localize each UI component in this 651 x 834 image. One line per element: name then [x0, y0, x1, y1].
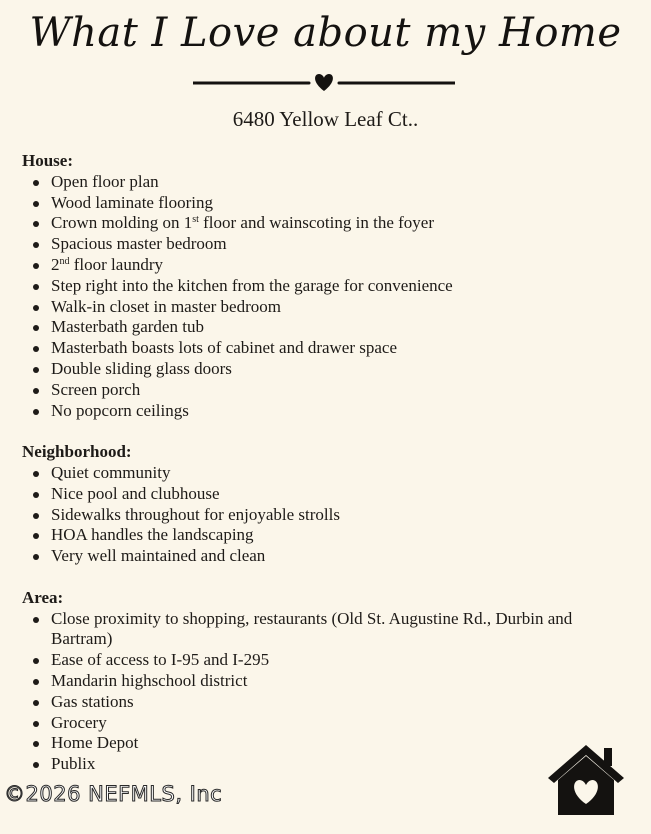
house-features-list: [22, 172, 632, 422]
list-item: [22, 213, 632, 234]
list-item: Home Depot: [22, 733, 632, 754]
list-item: Spacious master bedroom: [22, 234, 632, 255]
ordinal-suffix: st: [192, 214, 199, 226]
list-item: HOA handles the landscaping: [22, 525, 632, 546]
list-item: Sidewalks throughout for enjoyable strolls: [22, 505, 632, 526]
house-heart-icon: [545, 742, 627, 816]
list-item: Nice pool and clubhouse: [22, 484, 632, 505]
ordinal-suffix: nd: [59, 255, 70, 267]
section-heading-area: Area:: [22, 587, 64, 607]
list-item: Mandarin highschool district: [22, 671, 632, 692]
list-item: Quiet community: [22, 463, 632, 484]
list-item: Publix: [22, 754, 632, 775]
list-item: Grocery: [22, 713, 632, 734]
list-item: Gas stations: [22, 692, 632, 713]
list-item: Walk-in closet in master bedroom: [22, 297, 632, 318]
list-item: No popcorn ceilings: [22, 401, 632, 422]
list-item: Very well maintained and clean: [22, 546, 632, 567]
section-heading-house: House:: [22, 151, 73, 170]
list-item: Wood laminate flooring: [22, 193, 632, 214]
list-item: Double sliding glass doors: [22, 359, 632, 380]
neighborhood-features-list: [22, 463, 632, 567]
page-title: What I Love about my Home: [29, 10, 622, 56]
list-item: Close proximity to shopping, restaurants (Old St. Augustine Rd., Durbin and Bartram): [22, 609, 632, 651]
list-item: Ease of access to I-95 and I-295: [22, 650, 632, 671]
feature-list: [22, 151, 632, 775]
list-item: Open floor plan: [22, 172, 632, 193]
list-item-text: Crown molding on 1: [51, 213, 193, 233]
list-item: Masterbath boasts lots of cabinet and drawer space: [22, 338, 632, 359]
section-heading-neighborhood: Neighborhood:: [22, 442, 132, 462]
heart-divider-icon: [193, 72, 455, 94]
list-item: [22, 255, 632, 276]
copyright-watermark: ©2026 NEFMLS, Inc: [4, 782, 223, 806]
list-item: Masterbath garden tub: [22, 317, 632, 338]
list-item-text: floor and wainscoting in the foyer: [198, 213, 434, 233]
list-item: Screen porch: [22, 380, 632, 401]
list-item: Step right into the kitchen from the garage for convenience: [22, 276, 632, 297]
property-address: 6480 Yellow Leaf Ct..: [232, 107, 419, 131]
list-item-text: 2: [51, 254, 60, 274]
list-item-text: floor laundry: [69, 254, 163, 274]
area-features-list: [22, 609, 632, 775]
